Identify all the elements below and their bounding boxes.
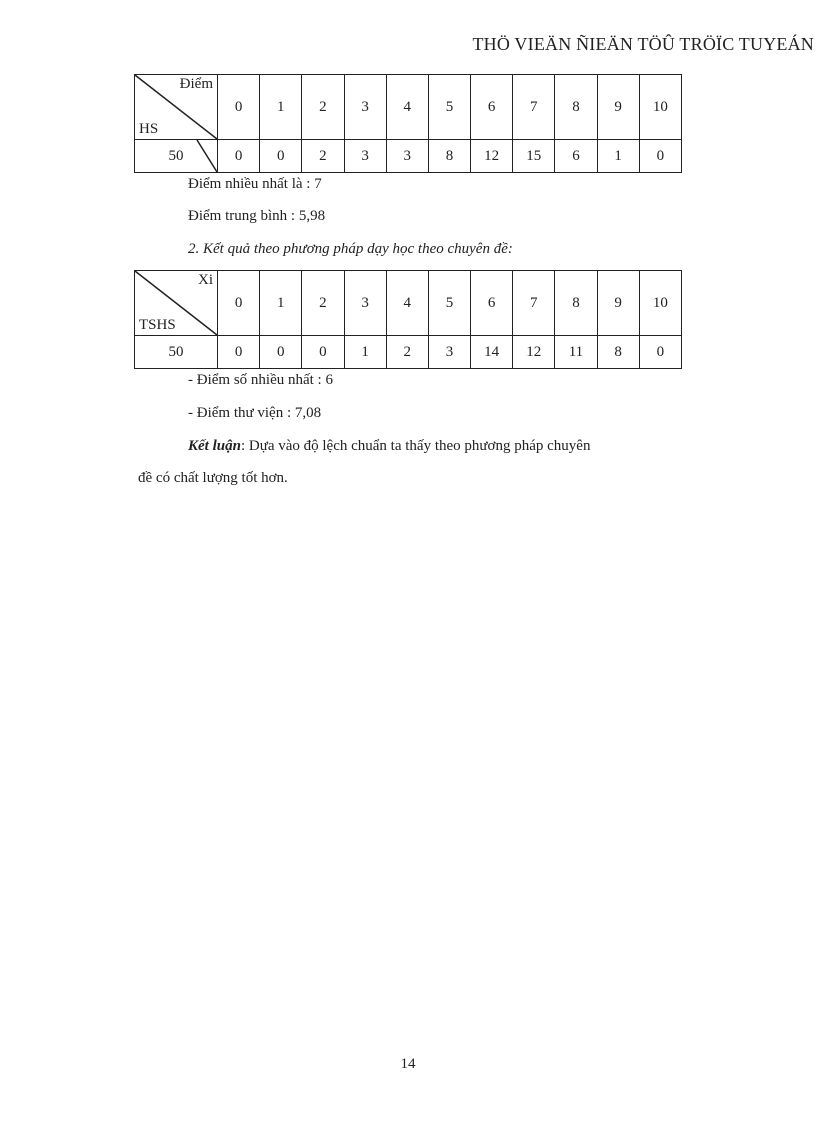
- score-header-cell: 7: [513, 75, 555, 140]
- row-label: 50: [168, 343, 184, 360]
- score-table-2: [134, 270, 682, 369]
- count-cell: 8: [428, 140, 470, 173]
- table-corner-cell: [135, 271, 218, 336]
- score-header-cell: 4: [386, 75, 428, 140]
- count-cell: 0: [639, 140, 681, 173]
- score-header-cell: 6: [471, 75, 513, 140]
- score-header-cell: 2: [302, 75, 344, 140]
- table-row: [135, 336, 682, 369]
- count-cell: 3: [344, 140, 386, 173]
- most-frequent-score-text: - Điểm số nhiều nhất : 6: [188, 372, 333, 388]
- score-header-cell: 2: [302, 271, 344, 336]
- count-cell: 0: [302, 336, 344, 369]
- count-cell: 12: [471, 140, 513, 173]
- count-cell: 0: [218, 336, 260, 369]
- score-header-cell: 9: [597, 75, 639, 140]
- score-header-cell: 10: [639, 271, 681, 336]
- section-heading: 2. Kết quả theo phương pháp dạy học theo chuyên đề:: [188, 241, 513, 257]
- score-header-cell: 1: [260, 75, 302, 140]
- table-corner-cell: [135, 75, 218, 140]
- corner-top-label: Điểm: [179, 76, 213, 92]
- row-label-cell: [135, 336, 218, 369]
- conclusion-line-1: [188, 438, 590, 455]
- table-header-row: [135, 75, 682, 140]
- library-score-text: - Điểm thư viện : 7,08: [188, 405, 322, 421]
- count-cell: 8: [597, 336, 639, 369]
- score-header-cell: 5: [428, 75, 470, 140]
- score-header-cell: 1: [260, 271, 302, 336]
- conclusion-text: : Dựa vào độ lệch chuẩn ta thấy theo phương pháp chuyên: [240, 438, 591, 454]
- count-cell: 1: [344, 336, 386, 369]
- score-header-cell: 5: [428, 271, 470, 336]
- count-cell: 15: [513, 140, 555, 173]
- score-header-cell: 4: [386, 271, 428, 336]
- count-cell: 0: [639, 336, 681, 369]
- corner-top-label: Xi: [198, 272, 213, 288]
- count-cell: 3: [428, 336, 470, 369]
- row-label-cell: [135, 140, 218, 173]
- most-frequent-score-text: Điểm nhiều nhất là : 7: [188, 176, 322, 192]
- average-score-text: Điểm trung bình : 5,98: [188, 208, 326, 224]
- score-header-cell: 8: [555, 271, 597, 336]
- score-header-cell: 8: [555, 75, 597, 140]
- score-header-cell: 0: [218, 75, 260, 140]
- count-cell: 0: [260, 140, 302, 173]
- score-table-1: [134, 74, 682, 173]
- table-header-row: [135, 271, 682, 336]
- score-header-cell: 3: [344, 75, 386, 140]
- count-cell: 2: [302, 140, 344, 173]
- count-cell: 0: [260, 336, 302, 369]
- conclusion-label: Kết luận: [188, 438, 241, 454]
- count-cell: 12: [513, 336, 555, 369]
- count-cell: 1: [597, 140, 639, 173]
- count-cell: 2: [386, 336, 428, 369]
- corner-bottom-label: HS: [139, 121, 159, 137]
- count-cell: 11: [555, 336, 597, 369]
- score-header-cell: 3: [344, 271, 386, 336]
- count-cell: 14: [471, 336, 513, 369]
- row-label: 50: [168, 147, 184, 164]
- page-number: 14: [400, 1056, 416, 1072]
- corner-bottom-label: TSHS: [139, 317, 176, 333]
- conclusion-line-2: đề có chất lượng tốt hơn.: [138, 470, 288, 486]
- score-header-cell: 6: [471, 271, 513, 336]
- count-cell: 0: [218, 140, 260, 173]
- count-cell: 6: [555, 140, 597, 173]
- score-header-cell: 7: [513, 271, 555, 336]
- page-header: THÖ VIEÄN ÑIEÄN TÖÛ TRÖÏC TUYEÁN: [472, 34, 814, 54]
- diagonal-line: [135, 140, 217, 172]
- score-header-cell: 9: [597, 271, 639, 336]
- table-row: [135, 140, 682, 173]
- score-header-cell: 0: [218, 271, 260, 336]
- score-header-cell: 10: [639, 75, 681, 140]
- count-cell: 3: [386, 140, 428, 173]
